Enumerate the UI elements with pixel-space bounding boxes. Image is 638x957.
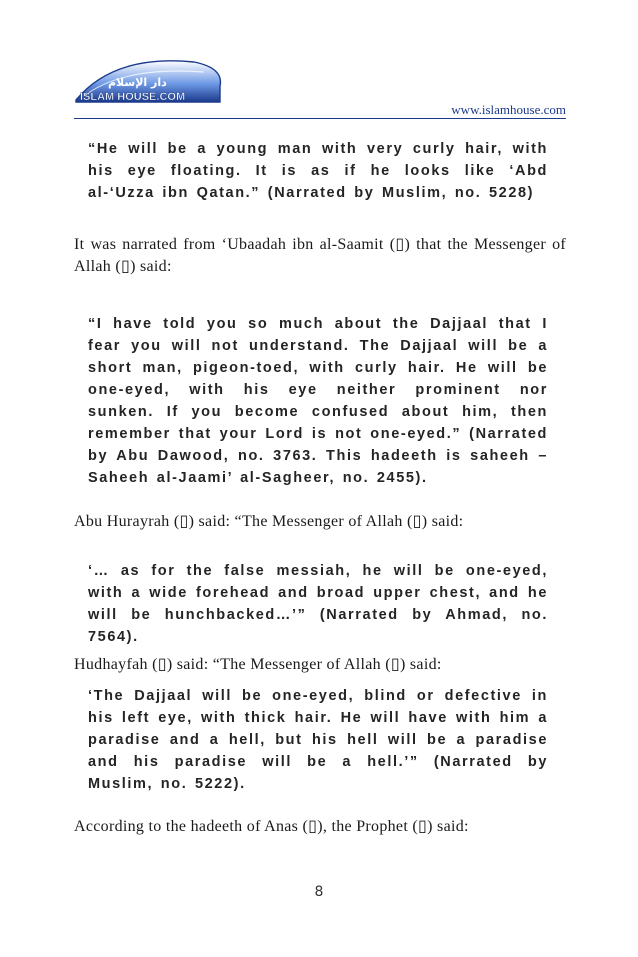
- narration-paragraph-2: Abu Hurayrah (▯) said: “The Messenger of Allah (▯) said:: [74, 513, 464, 530]
- site-url[interactable]: www.islamhouse.com: [451, 102, 566, 117]
- hadith-quote-2: “I have told you so much about the Dajjaal that I fear you will not understand. The Dajjaal will be a short man, pigeon-toed, with curly hair. He will be one-eyed, with his eye neither prominent nor sunken. If you become confused about him, then remember that your Lord is not one-eyed.” (Narrated by Abu Dawood, no. 3763. This hadeeth is saheeh – Saheeh al-Jaami’ al-Sagheer, no. 2455).: [88, 316, 548, 486]
- hadith-quote-1: “He will be a young man with very curly hair, with his eye floating. It is as if he looks like ‘Abd al-‘Uzza ibn Qatan.” (Narrated by Muslim, no. 5228): [88, 141, 548, 201]
- page-header: [74, 56, 566, 118]
- islamhouse-logo: [74, 56, 224, 110]
- narration-paragraph-1: It was narrated from ‘Ubaadah ibn al-Saamit (▯) that the Messenger of Allah (▯) said:: [74, 236, 566, 275]
- hadith-quote-3: ‘… as for the false messiah, he will be one-eyed, with a wide forehead and broad upper chest, and he will be hunchbacked…’” (Narrated by Ahmad, no. 7564).: [88, 563, 548, 645]
- hadith-quote-4: ‘The Dajjaal will be one-eyed, blind or defective in his left eye, with thick hair. He will have with him a paradise and a hell, but his hell will be a paradise and his paradise will be a hell.’” (Narrated by Muslim, no. 5222).: [88, 688, 548, 792]
- header-rule: [74, 118, 566, 119]
- svg-text:دار الإسلام: دار الإسلام: [108, 76, 167, 89]
- page-number: 8: [314, 884, 324, 900]
- narration-paragraph-4: According to the hadeeth of Anas (▯), the Prophet (▯) said:: [74, 818, 469, 835]
- narration-paragraph-3: Hudhayfah (▯) said: “The Messenger of Allah (▯) said:: [74, 656, 442, 673]
- svg-text:ISLAM HOUSE.COM: ISLAM HOUSE.COM: [80, 91, 186, 103]
